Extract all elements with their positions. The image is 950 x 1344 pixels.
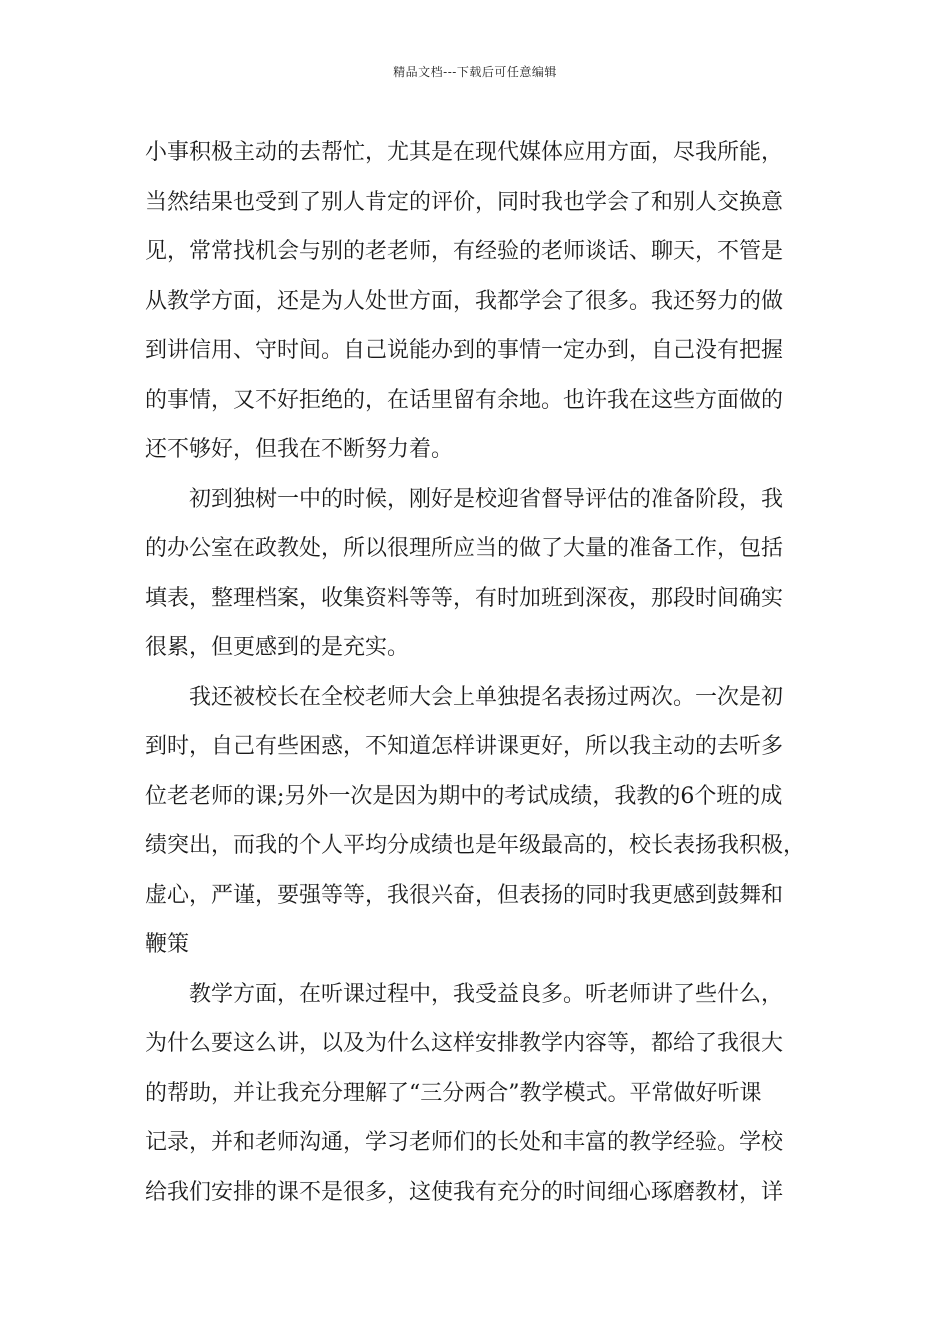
text-line: 教学方面，在听课过程中，我受益良多。听老师讲了些什么， bbox=[189, 981, 784, 1007]
text-line: 的帮助，并让我充分理解了“三分两合”教学模式。平常做好听课 bbox=[145, 1080, 762, 1106]
text-line: 位老老师的课;另外一次是因为期中的考试成绩，我教的6个班的成 bbox=[145, 783, 783, 809]
text-line: 记录，并和老师沟通，学习老师们的长处和丰富的教学经验。学校 bbox=[145, 1130, 784, 1155]
paragraph bbox=[145, 673, 825, 970]
text-line: 到讲信用、守时间。自己说能办到的事情一定办到，自己没有把握 bbox=[145, 338, 784, 363]
paragraph bbox=[145, 128, 825, 475]
text-line: 给我们安排的课不是很多，这使我有充分的时间细心琢磨教材，详 bbox=[145, 1179, 784, 1205]
text-line: 鞭策 bbox=[145, 932, 190, 957]
text-line: 见，常常找机会与别的老老师，有经验的老师谈话、聊天，不管是 bbox=[145, 239, 784, 264]
page-header: 精品文档---下载后可任意编辑 bbox=[393, 65, 557, 79]
text-line: 从教学方面，还是为人处世方面，我都学会了很多。我还努力的做 bbox=[145, 288, 784, 314]
text-line: 虚心，严谨，要强等等，我很兴奋，但表扬的同时我更感到鼓舞和 bbox=[145, 882, 784, 908]
text-line: 还不够好，但我在不断努力着。 bbox=[145, 437, 454, 462]
text-line: 初到独树一中的时候，刚好是校迎省督导评估的准备阶段，我 bbox=[189, 486, 784, 512]
text-line: 我还被校长在全校老师大会上单独提名表扬过两次。一次是初 bbox=[189, 684, 784, 710]
text-line: 填表，整理档案，收集资料等等，有时加班到深夜，那段时间确实 bbox=[145, 585, 784, 611]
text-line: 小事积极主动的去帮忙，尤其是在现代媒体应用方面，尽我所能， bbox=[145, 140, 784, 165]
paragraph bbox=[145, 475, 825, 673]
text-line: 的办公室在政教处，所以很理所应当的做了大量的准备工作，包括 bbox=[145, 536, 784, 561]
text-line: 的事情，又不好拒绝的，在话里留有余地。也许我在这些方面做的 bbox=[145, 387, 784, 413]
text-line: 绩突出，而我的个人平均分成绩也是年级最高的，校长表扬我积极， bbox=[145, 833, 806, 858]
text-line: 为什么要这么讲，以及为什么这样安排教学内容等，都给了我很大 bbox=[145, 1031, 784, 1056]
text-line: 当然结果也受到了别人肯定的评价，同时我也学会了和别人交换意 bbox=[145, 189, 784, 215]
document-body bbox=[145, 128, 825, 1217]
paragraph bbox=[145, 970, 825, 1218]
text-line: 到时，自己有些困惑，不知道怎样讲课更好，所以我主动的去听多 bbox=[145, 734, 784, 759]
text-line: 很累，但更感到的是充实。 bbox=[145, 635, 410, 660]
